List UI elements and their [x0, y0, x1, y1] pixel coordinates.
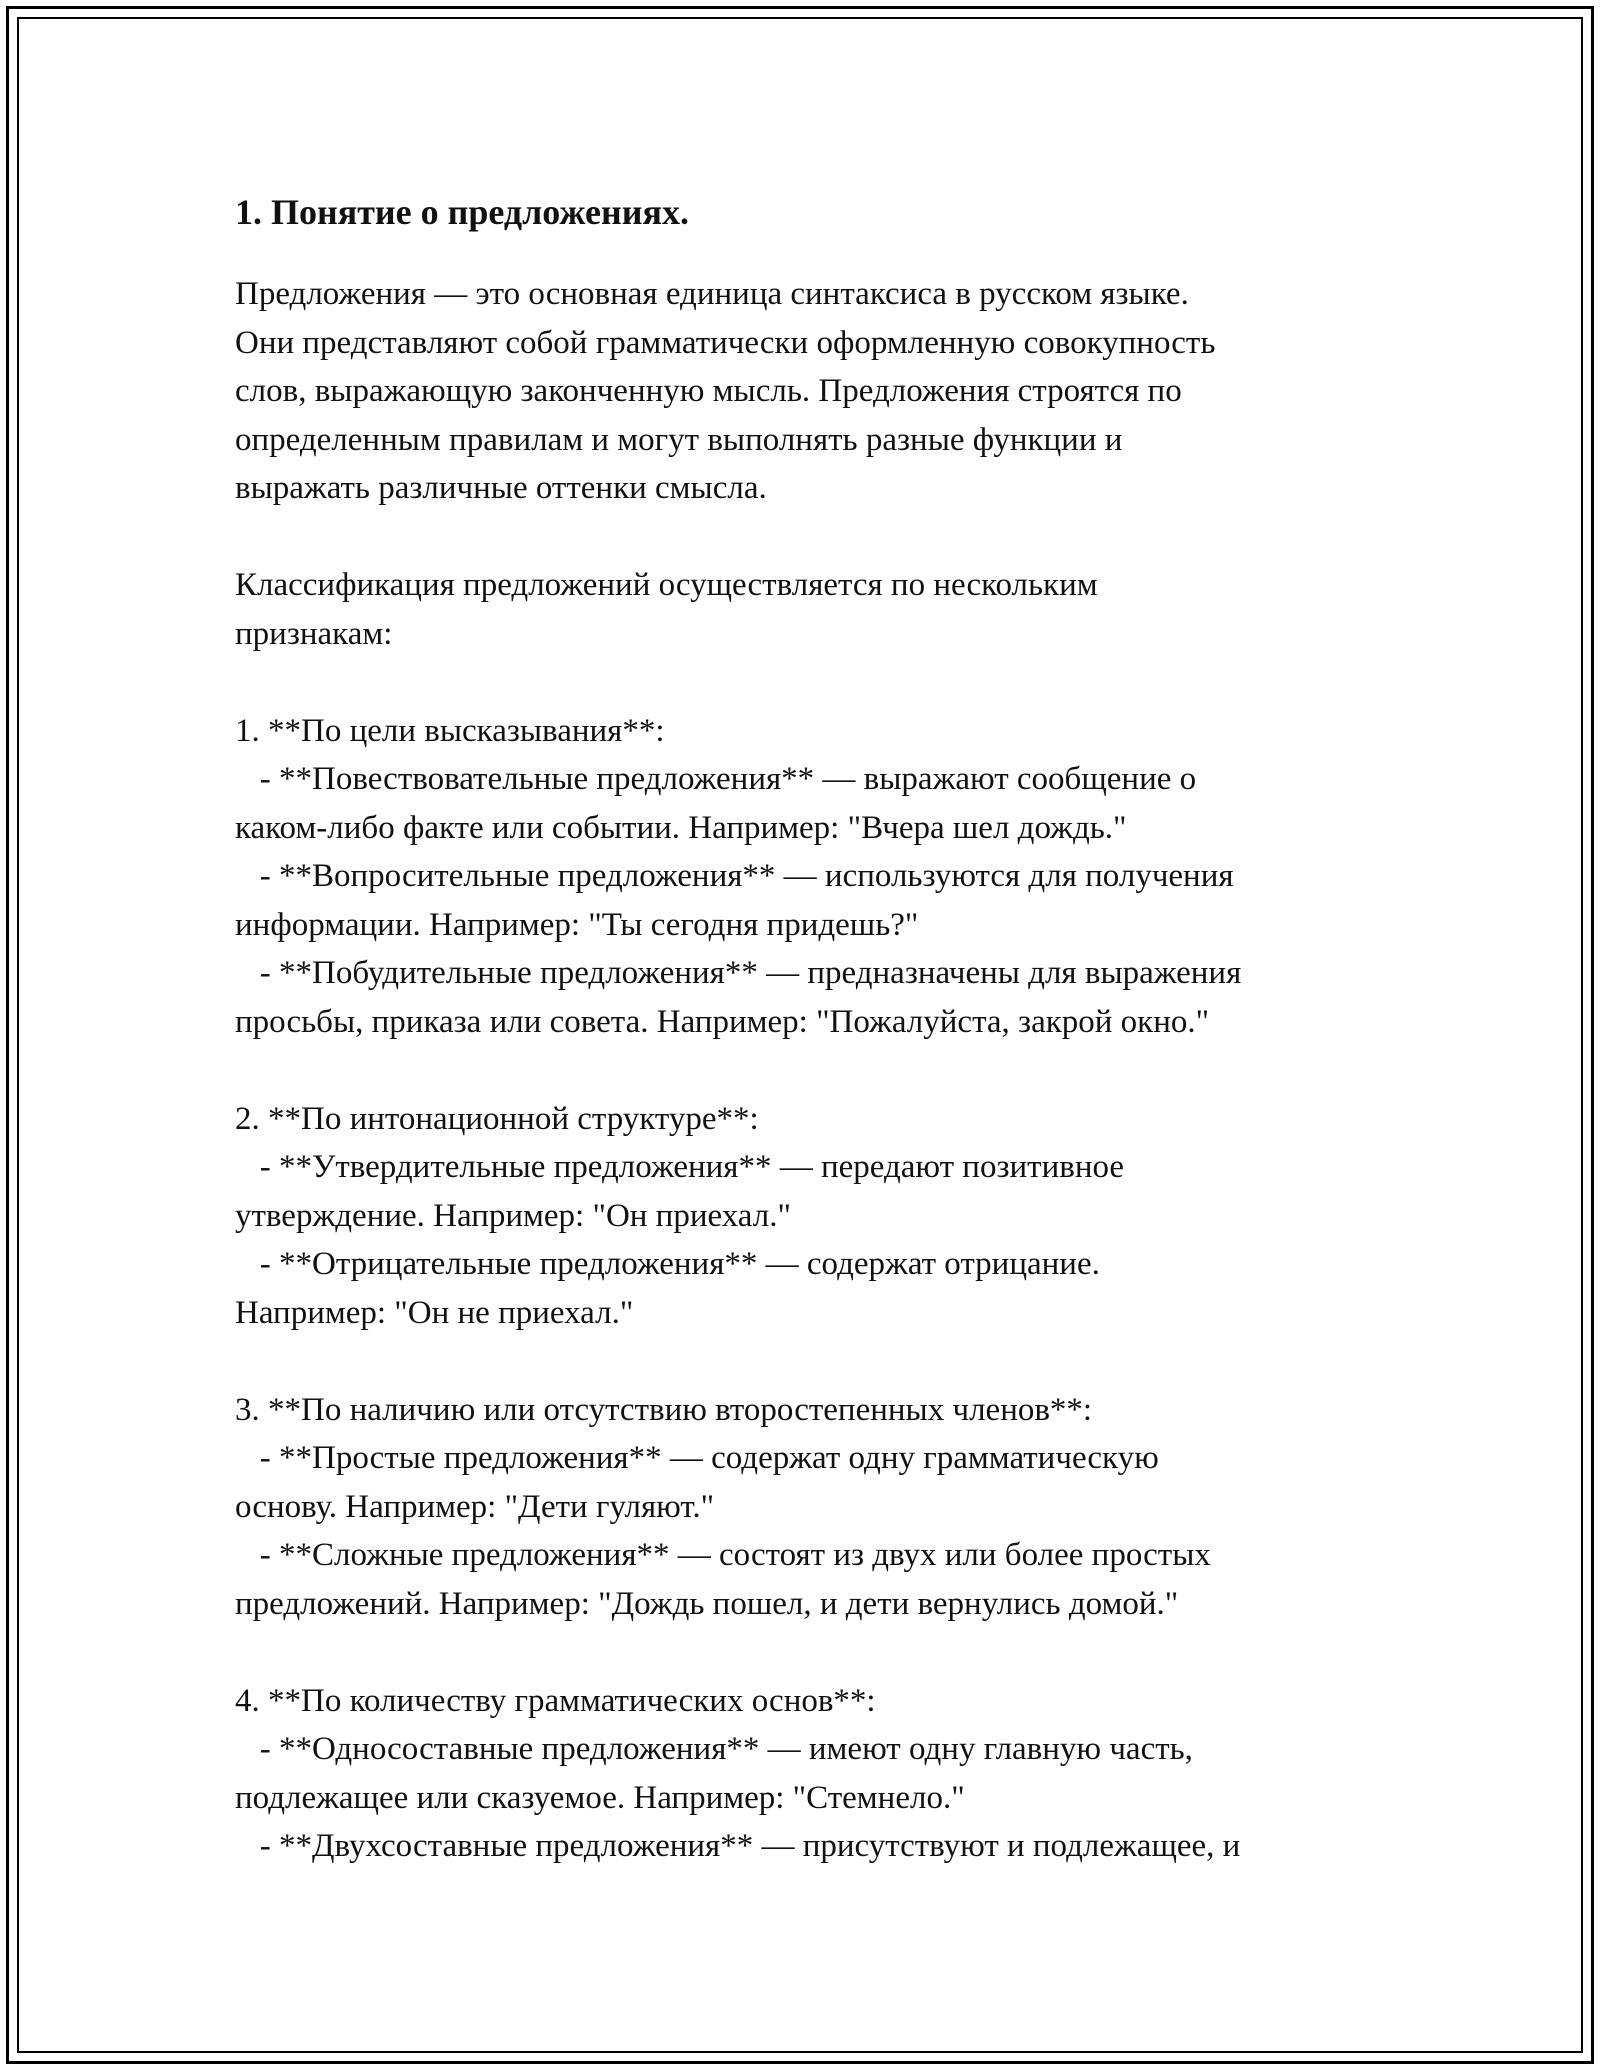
section-item: - **Побудительные предложения** — предназначены для выражения просьбы, приказа или совета. Например: "Пожалуйста, закрой окно." — [235, 955, 1242, 1040]
document-heading: 1. Понятие о предложениях. — [235, 192, 689, 232]
section-title: 4. **По количеству грамматических основ**: — [235, 1682, 876, 1719]
paragraph-gap — [235, 1628, 1415, 1677]
section-title: 2. **По интонационной структуре**: — [235, 1100, 759, 1137]
intro-paragraph: Предложения — это основная единица синтаксиса в русском языке. Они представляют собой грамматически оформленную совокупность слов, выражающую законченную мысль. Предложения строятся по определенным правилам и могут выполнять разные функции и выражать различные оттенки смысла. — [235, 276, 1216, 506]
section-item: - **Вопросительные предложения** — используются для получения информации. Например: "Ты сегодня придешь?" — [235, 858, 1234, 943]
section-title: 1. **По цели высказывания**: — [235, 712, 665, 749]
section-item: - **Односоставные предложения** — имеют одну главную часть, подлежащее или сказуемое. Например: "Стемнело." — [235, 1731, 1193, 1816]
classification-intro: Классификация предложений осуществляется по нескольким признакам: — [235, 567, 1098, 652]
section-item: - **Двухсоставные предложения** — присутствуют и подлежащее, и — [235, 1828, 1241, 1864]
section-item: - **Повествовательные предложения** — выражают сообщение о каком-либо факте или событии. Например: "Вчера шел дождь." — [235, 761, 1197, 846]
document-body — [235, 188, 1415, 1871]
section-title: 3. **По наличию или отсутствию второстепенных членов**: — [235, 1391, 1093, 1428]
section-item: - **Простые предложения** — содержат одну грамматическую основу. Например: "Дети гуляют." — [235, 1440, 1159, 1525]
paragraph-gap — [235, 513, 1415, 562]
section-2 — [235, 1095, 1415, 1338]
paragraph-gap — [235, 1046, 1415, 1095]
section-4 — [235, 1677, 1415, 1871]
section-1 — [235, 707, 1415, 1047]
section-3 — [235, 1386, 1415, 1629]
paragraph-gap — [235, 658, 1415, 707]
paragraph-gap — [235, 1337, 1415, 1386]
section-item: - **Сложные предложения** — состоят из двух или более простых предложений. Например: "Дождь пошел, и дети вернулись домой." — [235, 1537, 1211, 1622]
section-item: - **Утвердительные предложения** — передают позитивное утверждение. Например: "Он приехал." — [235, 1149, 1125, 1234]
section-item: - **Отрицательные предложения** — содержат отрицание. Например: "Он не приехал." — [235, 1246, 1100, 1331]
